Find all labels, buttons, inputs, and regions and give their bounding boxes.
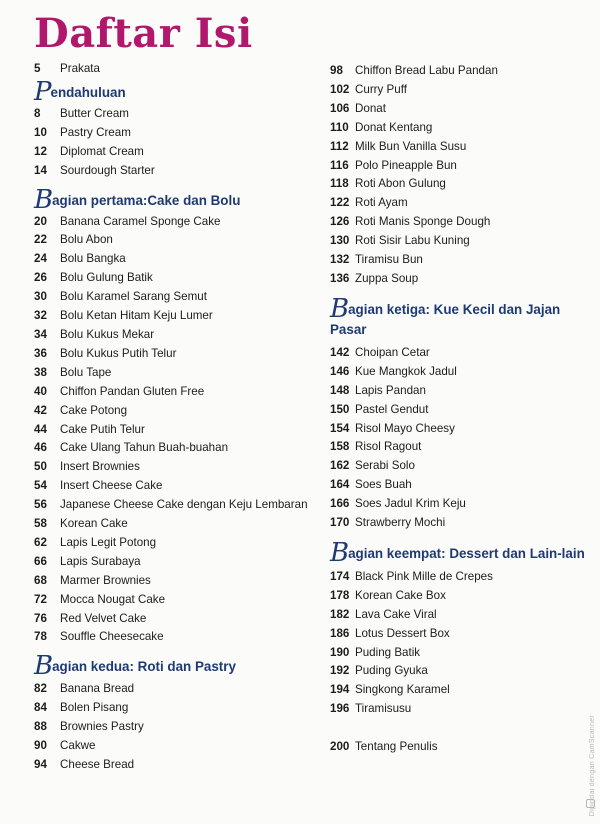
toc-entry-title: Bolu Karamel Sarang Semut: [60, 290, 207, 304]
toc-entry-page: 56: [34, 498, 47, 512]
toc-entry: [330, 495, 592, 514]
toc-entry-page: 88: [34, 720, 47, 734]
toc-entry-page: 112: [330, 139, 349, 153]
toc-right-column: [330, 62, 592, 757]
toc-entry-page: 126: [330, 215, 350, 229]
toc-list: [34, 213, 324, 648]
toc-list: [34, 105, 324, 181]
toc-entry: [330, 382, 592, 401]
heading-text: endahuluan: [50, 84, 126, 100]
toc-entry-title: Pastry Cream: [60, 125, 131, 139]
toc-entry-page: 26: [34, 271, 47, 285]
toc-entry: [34, 458, 324, 477]
toc-list: [330, 62, 592, 289]
toc-entry-title: Curry Puff: [355, 82, 407, 96]
toc-entry-title: Roti Manis Sponge Dough: [355, 215, 491, 229]
toc-entry: [330, 138, 592, 157]
toc-list: [330, 344, 592, 533]
toc-entry-page: 24: [34, 252, 47, 266]
toc-entry-page: 20: [34, 214, 47, 228]
toc-entry-page: 82: [34, 682, 47, 696]
toc-entry: [34, 383, 324, 402]
toc-entry: [34, 213, 324, 232]
toc-entry: [330, 625, 592, 644]
toc-entry-title: Lapis Pandan: [355, 383, 426, 397]
toc-entry: [34, 515, 324, 534]
toc-entry-page: 162: [330, 459, 350, 473]
toc-entry-page: 72: [34, 592, 47, 606]
toc-entry-title: Puding Batik: [355, 645, 421, 659]
toc-entry-page: 34: [34, 327, 47, 341]
toc-list: [34, 680, 324, 775]
toc-entry: [330, 568, 592, 587]
toc-entry-page: 174: [330, 569, 350, 583]
toc-entry-title: Strawberry Mochi: [355, 516, 446, 530]
toc-entry-title: Cake Potong: [60, 403, 128, 417]
toc-entry-page: 66: [34, 554, 47, 568]
toc-entry-page: 110: [330, 120, 349, 134]
toc-entry: [34, 60, 324, 79]
toc-entry-title: Bolu Kukus Mekar: [60, 327, 155, 341]
toc-entry-title: Kue Mangkok Jadul: [355, 364, 457, 378]
toc-entry-page: 196: [330, 702, 350, 716]
toc-entry: [34, 162, 324, 181]
toc-entry: [330, 438, 592, 457]
toc-entry-page: 102: [330, 82, 350, 96]
toc-entry: [330, 81, 592, 100]
toc-entry-page: 32: [34, 309, 47, 323]
toc-entry: [34, 699, 324, 718]
toc-entry: [34, 756, 324, 775]
toc-entry: [34, 345, 324, 364]
toc-entry: [34, 737, 324, 756]
toc-entry: [34, 421, 324, 440]
toc-entry-title: Bolu Abon: [60, 233, 113, 247]
toc-entry-title: Brownies Pastry: [60, 720, 144, 734]
toc-entry-page: 12: [34, 144, 47, 158]
toc-entry-title: Cake Ulang Tahun Buah-buahan: [60, 441, 229, 455]
toc-list: [330, 568, 592, 719]
toc-entry-title: Banana Caramel Sponge Cake: [60, 214, 221, 228]
heading-text: agian keempat: Dessert dan Lain-lain: [348, 545, 585, 561]
toc-entry: [34, 402, 324, 421]
toc-entry-page: 42: [34, 403, 47, 417]
toc-entry: [34, 496, 324, 515]
toc-entry-title: Lapis Legit Potong: [60, 535, 157, 549]
toc-entry-title: Singkong Karamel: [355, 683, 450, 697]
toc-entry: [34, 231, 324, 250]
toc-entry-page: 62: [34, 535, 47, 549]
toc-entry: [330, 644, 592, 663]
toc-entry: [34, 269, 324, 288]
toc-entry-page: 10: [34, 125, 47, 139]
toc-entry: [34, 553, 324, 572]
toc-entry-page: 40: [34, 384, 47, 398]
toc-entry-page: 190: [330, 645, 350, 659]
toc-entry-page: 194: [330, 683, 350, 697]
toc-entry-page: 146: [330, 364, 350, 378]
toc-entry: [34, 534, 324, 553]
toc-entry-title: Banana Bread: [60, 682, 135, 696]
toc-entry-title: Korean Cake: [60, 517, 128, 531]
toc-entry-title: Roti Ayam: [355, 196, 408, 210]
toc-entry-title: Cheese Bread: [60, 758, 135, 771]
toc-entry-title: Bolen Pisang: [60, 701, 129, 715]
toc-entry-title: Red Velvet Cake: [60, 611, 147, 625]
toc-entry: [330, 363, 592, 382]
toc-entry-page: 182: [330, 607, 350, 621]
toc-entry-title: Chiffon Pandan Gluten Free: [60, 384, 205, 398]
toc-entry: [330, 476, 592, 495]
page-title: Daftar Isi: [34, 10, 253, 57]
toc-entry-page: 170: [330, 516, 350, 530]
heading-text: agian ketiga: Kue Kecil dan Jajan Pasar: [330, 301, 561, 337]
toc-entry-page: 76: [34, 611, 47, 625]
scan-watermark: Dipindai dengan CamScanner: [589, 714, 596, 816]
section-heading-bagian-pertama: [34, 184, 324, 215]
toc-entry-page: 38: [34, 365, 47, 379]
toc-entry: [34, 477, 324, 496]
section-heading-bagian-ketiga: [330, 293, 592, 340]
toc-entry-page: 116: [330, 158, 349, 172]
toc-entry-title: Mocca Nougat Cake: [60, 592, 166, 606]
toc-entry-page: 136: [330, 271, 350, 285]
toc-entry-title: Soes Buah: [355, 478, 412, 492]
toc-entry: [330, 100, 592, 119]
toc-entry: [34, 572, 324, 591]
toc-entry-title: Insert Brownies: [60, 460, 140, 474]
heading-initial: P: [34, 76, 52, 107]
toc-entry-page: 118: [330, 177, 349, 191]
toc-entry: [34, 628, 324, 647]
toc-entry-title: Zuppa Soup: [355, 271, 419, 285]
toc-entry: [330, 251, 592, 270]
toc-entry: [34, 105, 324, 124]
toc-entry: [34, 288, 324, 307]
toc-entry-page: 200: [330, 740, 350, 754]
toc-entry: [330, 213, 592, 232]
toc-entry-title: Polo Pineapple Bun: [355, 158, 457, 172]
heading-text: agian pertama:Cake dan Bolu: [52, 192, 241, 208]
toc-entry-title: Diplomat Cream: [60, 144, 144, 158]
toc-entry: [330, 270, 592, 289]
toc-entry-page: 164: [330, 478, 350, 492]
toc-entry: [330, 344, 592, 363]
toc-left-column: [34, 60, 324, 775]
section-heading-bagian-keempat: [330, 537, 592, 568]
toc-entry-title: Japanese Cheese Cake dengan Keju Lembaran: [60, 498, 308, 512]
toc-entry-title: Bolu Tape: [60, 365, 112, 379]
toc-entry-page: 166: [330, 497, 350, 511]
toc-entry-title: Lapis Surabaya: [60, 554, 141, 568]
toc-entry: [330, 662, 592, 681]
toc-entry-page: 54: [34, 479, 47, 493]
toc-entry-title: Lava Cake Viral: [355, 607, 437, 621]
toc-entry-title: Chiffon Bread Labu Pandan: [355, 64, 498, 77]
toc-entry-page: 44: [34, 422, 47, 436]
toc-entry-title: Souffle Cheesecake: [60, 630, 164, 644]
toc-entry: [330, 420, 592, 439]
toc-entry: [330, 514, 592, 533]
toc-entry: [330, 681, 592, 700]
toc-entry: [34, 307, 324, 326]
section-heading-pendahuluan: [34, 76, 324, 107]
toc-entry-title: Prakata: [60, 62, 100, 75]
toc-entry-title: Soes Jadul Krim Keju: [355, 497, 466, 511]
toc-entry-title: Sourdough Starter: [60, 163, 155, 177]
toc-entry: [34, 439, 324, 458]
toc-entry: [330, 738, 592, 757]
toc-entry-page: 22: [34, 233, 47, 247]
toc-entry-page: 132: [330, 253, 350, 267]
toc-entry: [330, 606, 592, 625]
toc-entry: [330, 457, 592, 476]
toc-entry-title: Bolu Ketan Hitam Keju Lumer: [60, 309, 213, 323]
toc-entry-page: 58: [34, 517, 47, 531]
toc-entry: [34, 250, 324, 269]
toc-entry-title: Choipan Cetar: [355, 345, 430, 359]
toc-entry-title: Marmer Brownies: [60, 573, 151, 587]
toc-entry-title: Risol Mayo Cheesy: [355, 421, 455, 435]
toc-entry-page: 148: [330, 383, 350, 397]
toc-entry-title: Roti Sisir Labu Kuning: [355, 234, 470, 248]
toc-entry-title: Korean Cake Box: [355, 588, 446, 602]
toc-entry: [330, 194, 592, 213]
toc-entry: [34, 326, 324, 345]
toc-entry: [34, 364, 324, 383]
toc-entry: [330, 119, 592, 138]
toc-entry: [330, 587, 592, 606]
toc-entry-page: 68: [34, 573, 47, 587]
toc-entry-page: 90: [34, 739, 47, 753]
toc-entry: [330, 62, 592, 81]
toc-entry-page: 150: [330, 402, 350, 416]
toc-entry-page: 94: [34, 758, 47, 771]
toc-entry-title: Tiramisu Bun: [355, 253, 423, 267]
toc-entry-title: Bolu Gulung Batik: [60, 271, 153, 285]
toc-entry-title: Bolu Bangka: [60, 252, 126, 266]
toc-entry: [34, 124, 324, 143]
toc-entry-page: 50: [34, 460, 47, 474]
heading-initial: B: [330, 537, 350, 568]
toc-list: [330, 738, 592, 757]
toc-entry-title: Insert Cheese Cake: [60, 479, 163, 493]
toc-entry-page: 84: [34, 701, 47, 715]
toc-entry-page: 5: [34, 62, 41, 75]
toc-entry-page: 130: [330, 234, 350, 248]
toc-entry-page: 78: [34, 630, 47, 644]
toc-entry-title: Tiramisusu: [355, 702, 412, 716]
toc-entry-page: 30: [34, 290, 47, 304]
toc-entry-page: 178: [330, 588, 350, 602]
toc-entry: [330, 232, 592, 251]
toc-entry-page: 106: [330, 101, 350, 115]
toc-entry-page: 98: [330, 64, 343, 77]
toc-entry-title: Serabi Solo: [355, 459, 415, 473]
toc-entry: [34, 610, 324, 629]
heading-initial: B: [34, 184, 54, 215]
toc-entry-page: 186: [330, 626, 350, 640]
heading-text: agian kedua: Roti dan Pastry: [52, 659, 236, 675]
toc-entry: [330, 700, 592, 719]
heading-initial: B: [330, 293, 350, 324]
toc-entry-title: Puding Gyuka: [355, 664, 428, 678]
toc-entry-title: Milk Bun Vanilla Susu: [355, 139, 467, 153]
toc-entry: [34, 143, 324, 162]
heading-initial: B: [34, 651, 54, 682]
toc-entry-title: Risol Ragout: [355, 440, 422, 454]
toc-entry-title: Bolu Kukus Putih Telur: [60, 346, 177, 360]
section-heading-bagian-kedua: [34, 651, 324, 682]
toc-entry: [34, 680, 324, 699]
toc-entry: [330, 157, 592, 176]
toc-list: [34, 60, 324, 79]
toc-entry-title: Donat Kentang: [355, 120, 433, 134]
toc-entry: [34, 591, 324, 610]
toc-entry-title: Donat: [355, 101, 386, 115]
toc-entry-page: 36: [34, 346, 47, 360]
toc-entry-page: 122: [330, 196, 350, 210]
toc-entry: [330, 401, 592, 420]
toc-entry-page: 14: [34, 163, 47, 177]
toc-entry-page: 192: [330, 664, 350, 678]
toc-entry-title: Pastel Gendut: [355, 402, 429, 416]
toc-entry: [34, 718, 324, 737]
toc-entry-title: Lotus Dessert Box: [355, 626, 450, 640]
toc-entry-title: Cake Putih Telur: [60, 422, 145, 436]
toc-entry-page: 8: [34, 106, 41, 120]
toc-entry-page: 46: [34, 441, 47, 455]
toc-entry-title: Tentang Penulis: [355, 740, 438, 754]
toc-entry-title: Black Pink Mille de Crepes: [355, 569, 493, 583]
toc-entry-page: 154: [330, 421, 350, 435]
toc-entry-page: 158: [330, 440, 350, 454]
toc-entry: [330, 175, 592, 194]
toc-entry-title: Butter Cream: [60, 106, 129, 120]
toc-entry-title: Cakwe: [60, 739, 96, 753]
toc-entry-page: 142: [330, 345, 350, 359]
toc-entry-title: Roti Abon Gulung: [355, 177, 446, 191]
